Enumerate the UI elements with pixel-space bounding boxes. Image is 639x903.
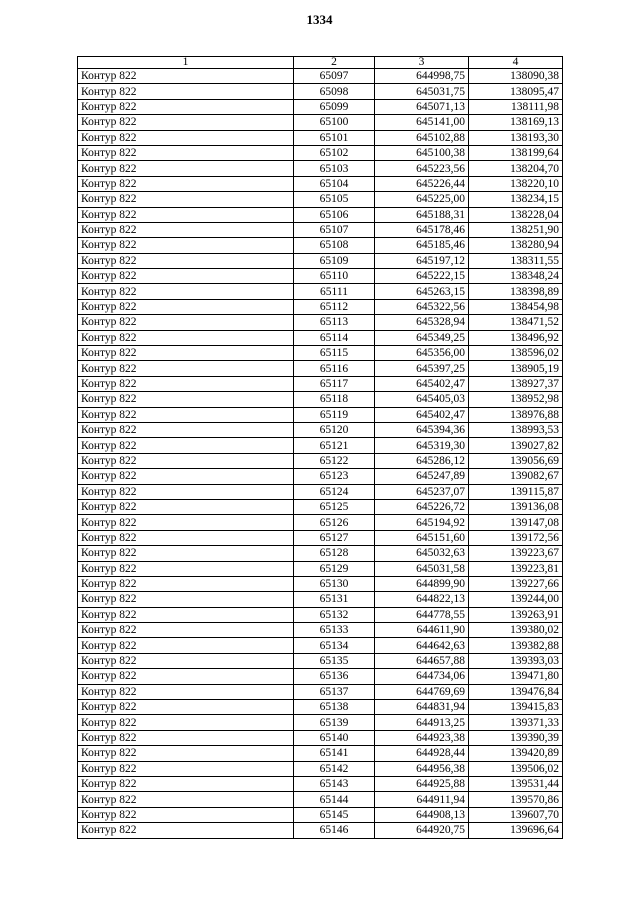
point-number-cell: 65146 bbox=[294, 823, 375, 838]
y-coordinate-cell: 139471,80 bbox=[469, 669, 563, 684]
x-coordinate-cell: 645194,92 bbox=[375, 515, 469, 530]
y-coordinate-cell: 139027,82 bbox=[469, 438, 563, 453]
point-number-cell: 65136 bbox=[294, 669, 375, 684]
table-row bbox=[78, 69, 563, 84]
point-number-cell: 65110 bbox=[294, 269, 375, 284]
point-number-cell: 65118 bbox=[294, 392, 375, 407]
y-coordinate-cell: 138169,13 bbox=[469, 115, 563, 130]
table-body bbox=[78, 69, 563, 839]
point-number-cell: 65098 bbox=[294, 84, 375, 99]
x-coordinate-cell: 645141,00 bbox=[375, 115, 469, 130]
y-coordinate-cell: 138280,94 bbox=[469, 238, 563, 253]
x-coordinate-cell: 644956,38 bbox=[375, 761, 469, 776]
contour-name-cell: Контур 822 bbox=[78, 407, 294, 422]
x-coordinate-cell: 644657,88 bbox=[375, 653, 469, 668]
contour-name-cell: Контур 822 bbox=[78, 700, 294, 715]
contour-name-cell: Контур 822 bbox=[78, 561, 294, 576]
y-coordinate-cell: 138228,04 bbox=[469, 207, 563, 222]
y-coordinate-cell: 139056,69 bbox=[469, 453, 563, 468]
point-number-cell: 65097 bbox=[294, 69, 375, 84]
contour-name-cell: Контур 822 bbox=[78, 499, 294, 514]
table-row bbox=[78, 653, 563, 668]
x-coordinate-cell: 644928,44 bbox=[375, 746, 469, 761]
point-number-cell: 65113 bbox=[294, 315, 375, 330]
y-coordinate-cell: 138596,02 bbox=[469, 346, 563, 361]
point-number-cell: 65139 bbox=[294, 715, 375, 730]
x-coordinate-cell: 645222,15 bbox=[375, 269, 469, 284]
contour-name-cell: Контур 822 bbox=[78, 776, 294, 791]
contour-name-cell: Контур 822 bbox=[78, 392, 294, 407]
contour-name-cell: Контур 822 bbox=[78, 69, 294, 84]
contour-name-cell: Контур 822 bbox=[78, 607, 294, 622]
table-row bbox=[78, 299, 563, 314]
contour-name-cell: Контур 822 bbox=[78, 299, 294, 314]
point-number-cell: 65107 bbox=[294, 222, 375, 237]
y-coordinate-cell: 139420,89 bbox=[469, 746, 563, 761]
table-row bbox=[78, 607, 563, 622]
table-row bbox=[78, 84, 563, 99]
table-row bbox=[78, 469, 563, 484]
contour-name-cell: Контур 822 bbox=[78, 269, 294, 284]
table-row bbox=[78, 284, 563, 299]
point-number-cell: 65119 bbox=[294, 407, 375, 422]
point-number-cell: 65112 bbox=[294, 299, 375, 314]
y-coordinate-cell: 138251,90 bbox=[469, 222, 563, 237]
x-coordinate-cell: 644822,13 bbox=[375, 592, 469, 607]
contour-name-cell: Контур 822 bbox=[78, 546, 294, 561]
y-coordinate-cell: 138496,92 bbox=[469, 330, 563, 345]
point-number-cell: 65137 bbox=[294, 684, 375, 699]
x-coordinate-cell: 645188,31 bbox=[375, 207, 469, 222]
table-row bbox=[78, 376, 563, 391]
y-coordinate-cell: 139136,08 bbox=[469, 499, 563, 514]
contour-name-cell: Контур 822 bbox=[78, 484, 294, 499]
table-row bbox=[78, 823, 563, 838]
point-number-cell: 65123 bbox=[294, 469, 375, 484]
x-coordinate-cell: 645405,03 bbox=[375, 392, 469, 407]
table-row bbox=[78, 130, 563, 145]
table-row bbox=[78, 253, 563, 268]
y-coordinate-cell: 138111,98 bbox=[469, 99, 563, 114]
x-coordinate-cell: 644611,90 bbox=[375, 623, 469, 638]
y-coordinate-cell: 139172,56 bbox=[469, 530, 563, 545]
contour-name-cell: Контур 822 bbox=[78, 453, 294, 468]
x-coordinate-cell: 644908,13 bbox=[375, 807, 469, 822]
point-number-cell: 65122 bbox=[294, 453, 375, 468]
table-row bbox=[78, 792, 563, 807]
table-row bbox=[78, 438, 563, 453]
x-coordinate-cell: 644911,94 bbox=[375, 792, 469, 807]
point-number-cell: 65117 bbox=[294, 376, 375, 391]
header-row bbox=[78, 57, 563, 69]
table-row bbox=[78, 546, 563, 561]
contour-name-cell: Контур 822 bbox=[78, 238, 294, 253]
table-row bbox=[78, 776, 563, 791]
point-number-cell: 65125 bbox=[294, 499, 375, 514]
contour-name-cell: Контур 822 bbox=[78, 130, 294, 145]
y-coordinate-cell: 139371,33 bbox=[469, 715, 563, 730]
x-coordinate-cell: 645225,00 bbox=[375, 192, 469, 207]
table-row bbox=[78, 530, 563, 545]
x-coordinate-cell: 644925,88 bbox=[375, 776, 469, 791]
x-coordinate-cell: 645237,07 bbox=[375, 484, 469, 499]
y-coordinate-cell: 138220,10 bbox=[469, 176, 563, 191]
table-row bbox=[78, 761, 563, 776]
point-number-cell: 65140 bbox=[294, 730, 375, 745]
point-number-cell: 65108 bbox=[294, 238, 375, 253]
table-row bbox=[78, 192, 563, 207]
x-coordinate-cell: 645263,15 bbox=[375, 284, 469, 299]
point-number-cell: 65103 bbox=[294, 161, 375, 176]
x-coordinate-cell: 644734,06 bbox=[375, 669, 469, 684]
y-coordinate-cell: 139506,02 bbox=[469, 761, 563, 776]
y-coordinate-cell: 139570,86 bbox=[469, 792, 563, 807]
y-coordinate-cell: 139380,02 bbox=[469, 623, 563, 638]
y-coordinate-cell: 139531,44 bbox=[469, 776, 563, 791]
y-coordinate-cell: 138193,30 bbox=[469, 130, 563, 145]
x-coordinate-cell: 644923,38 bbox=[375, 730, 469, 745]
table-row bbox=[78, 346, 563, 361]
point-number-cell: 65116 bbox=[294, 361, 375, 376]
x-coordinate-cell: 644998,75 bbox=[375, 69, 469, 84]
contour-name-cell: Контур 822 bbox=[78, 669, 294, 684]
table-row bbox=[78, 746, 563, 761]
table-row bbox=[78, 145, 563, 160]
y-coordinate-cell: 139415,83 bbox=[469, 700, 563, 715]
table-row bbox=[78, 453, 563, 468]
y-coordinate-cell: 139382,88 bbox=[469, 638, 563, 653]
x-coordinate-cell: 645402,47 bbox=[375, 407, 469, 422]
table-row bbox=[78, 623, 563, 638]
y-coordinate-cell: 138095,47 bbox=[469, 84, 563, 99]
table-row bbox=[78, 422, 563, 437]
point-number-cell: 65100 bbox=[294, 115, 375, 130]
contour-name-cell: Контур 822 bbox=[78, 746, 294, 761]
table-row bbox=[78, 238, 563, 253]
y-coordinate-cell: 138905,19 bbox=[469, 361, 563, 376]
contour-name-cell: Контур 822 bbox=[78, 730, 294, 745]
contour-name-cell: Контур 822 bbox=[78, 376, 294, 391]
x-coordinate-cell: 644769,69 bbox=[375, 684, 469, 699]
point-number-cell: 65101 bbox=[294, 130, 375, 145]
y-coordinate-cell: 139244,00 bbox=[469, 592, 563, 607]
x-coordinate-cell: 645394,36 bbox=[375, 422, 469, 437]
contour-name-cell: Контур 822 bbox=[78, 807, 294, 822]
x-coordinate-cell: 645328,94 bbox=[375, 315, 469, 330]
y-coordinate-cell: 138398,89 bbox=[469, 284, 563, 299]
y-coordinate-cell: 138311,55 bbox=[469, 253, 563, 268]
table-row bbox=[78, 684, 563, 699]
contour-name-cell: Контур 822 bbox=[78, 115, 294, 130]
y-coordinate-cell: 139607,70 bbox=[469, 807, 563, 822]
y-coordinate-cell: 138199,64 bbox=[469, 145, 563, 160]
y-coordinate-cell: 138234,15 bbox=[469, 192, 563, 207]
table-row bbox=[78, 222, 563, 237]
y-coordinate-cell: 138471,52 bbox=[469, 315, 563, 330]
x-coordinate-cell: 645031,75 bbox=[375, 84, 469, 99]
contour-name-cell: Контур 822 bbox=[78, 623, 294, 638]
column-header-3: 3 bbox=[375, 57, 469, 69]
table-row bbox=[78, 484, 563, 499]
table-row bbox=[78, 807, 563, 822]
x-coordinate-cell: 645197,12 bbox=[375, 253, 469, 268]
point-number-cell: 65120 bbox=[294, 422, 375, 437]
x-coordinate-cell: 645178,46 bbox=[375, 222, 469, 237]
table-row bbox=[78, 99, 563, 114]
point-number-cell: 65141 bbox=[294, 746, 375, 761]
y-coordinate-cell: 139227,66 bbox=[469, 576, 563, 591]
point-number-cell: 65129 bbox=[294, 561, 375, 576]
point-number-cell: 65106 bbox=[294, 207, 375, 222]
contour-name-cell: Контур 822 bbox=[78, 346, 294, 361]
contour-name-cell: Контур 822 bbox=[78, 161, 294, 176]
y-coordinate-cell: 138090,38 bbox=[469, 69, 563, 84]
contour-name-cell: Контур 822 bbox=[78, 207, 294, 222]
contour-name-cell: Контур 822 bbox=[78, 684, 294, 699]
table-row bbox=[78, 515, 563, 530]
point-number-cell: 65104 bbox=[294, 176, 375, 191]
y-coordinate-cell: 138348,24 bbox=[469, 269, 563, 284]
point-number-cell: 65102 bbox=[294, 145, 375, 160]
x-coordinate-cell: 644778,55 bbox=[375, 607, 469, 622]
y-coordinate-cell: 138976,88 bbox=[469, 407, 563, 422]
contour-name-cell: Контур 822 bbox=[78, 315, 294, 330]
x-coordinate-cell: 645247,89 bbox=[375, 469, 469, 484]
x-coordinate-cell: 644899,90 bbox=[375, 576, 469, 591]
x-coordinate-cell: 644913,25 bbox=[375, 715, 469, 730]
x-coordinate-cell: 645102,88 bbox=[375, 130, 469, 145]
contour-name-cell: Контур 822 bbox=[78, 361, 294, 376]
x-coordinate-cell: 645319,30 bbox=[375, 438, 469, 453]
table-row bbox=[78, 638, 563, 653]
table-row bbox=[78, 115, 563, 130]
y-coordinate-cell: 138454,98 bbox=[469, 299, 563, 314]
x-coordinate-cell: 645349,25 bbox=[375, 330, 469, 345]
point-number-cell: 65142 bbox=[294, 761, 375, 776]
x-coordinate-cell: 645185,46 bbox=[375, 238, 469, 253]
y-coordinate-cell: 139390,39 bbox=[469, 730, 563, 745]
y-coordinate-cell: 139393,03 bbox=[469, 653, 563, 668]
table-row bbox=[78, 392, 563, 407]
table-row bbox=[78, 576, 563, 591]
y-coordinate-cell: 138927,37 bbox=[469, 376, 563, 391]
table-row bbox=[78, 730, 563, 745]
y-coordinate-cell: 138952,98 bbox=[469, 392, 563, 407]
x-coordinate-cell: 645223,56 bbox=[375, 161, 469, 176]
point-number-cell: 65127 bbox=[294, 530, 375, 545]
contour-name-cell: Контур 822 bbox=[78, 761, 294, 776]
table-row bbox=[78, 315, 563, 330]
table-row bbox=[78, 207, 563, 222]
contour-name-cell: Контур 822 bbox=[78, 438, 294, 453]
point-number-cell: 65143 bbox=[294, 776, 375, 791]
point-number-cell: 65132 bbox=[294, 607, 375, 622]
point-number-cell: 65124 bbox=[294, 484, 375, 499]
table-row bbox=[78, 669, 563, 684]
page-number: 1334 bbox=[306, 12, 333, 27]
x-coordinate-cell: 645151,60 bbox=[375, 530, 469, 545]
point-number-cell: 65111 bbox=[294, 284, 375, 299]
point-number-cell: 65114 bbox=[294, 330, 375, 345]
contour-name-cell: Контур 822 bbox=[78, 176, 294, 191]
table-row bbox=[78, 407, 563, 422]
x-coordinate-cell: 644920,75 bbox=[375, 823, 469, 838]
contour-name-cell: Контур 822 bbox=[78, 192, 294, 207]
y-coordinate-cell: 139147,08 bbox=[469, 515, 563, 530]
contour-name-cell: Контур 822 bbox=[78, 592, 294, 607]
point-number-cell: 65135 bbox=[294, 653, 375, 668]
contour-name-cell: Контур 822 bbox=[78, 515, 294, 530]
contour-name-cell: Контур 822 bbox=[78, 653, 294, 668]
coordinates-table bbox=[77, 56, 563, 839]
contour-name-cell: Контур 822 bbox=[78, 99, 294, 114]
contour-name-cell: Контур 822 bbox=[78, 823, 294, 838]
contour-name-cell: Контур 822 bbox=[78, 422, 294, 437]
table-row bbox=[78, 561, 563, 576]
table-row bbox=[78, 161, 563, 176]
point-number-cell: 65121 bbox=[294, 438, 375, 453]
point-number-cell: 65099 bbox=[294, 99, 375, 114]
table-row bbox=[78, 592, 563, 607]
point-number-cell: 65134 bbox=[294, 638, 375, 653]
contour-name-cell: Контур 822 bbox=[78, 330, 294, 345]
point-number-cell: 65126 bbox=[294, 515, 375, 530]
point-number-cell: 65105 bbox=[294, 192, 375, 207]
x-coordinate-cell: 645322,56 bbox=[375, 299, 469, 314]
column-header-4: 4 bbox=[469, 57, 563, 69]
table-row bbox=[78, 176, 563, 191]
x-coordinate-cell: 645286,12 bbox=[375, 453, 469, 468]
table-row bbox=[78, 361, 563, 376]
contour-name-cell: Контур 822 bbox=[78, 84, 294, 99]
table-row bbox=[78, 269, 563, 284]
y-coordinate-cell: 138204,70 bbox=[469, 161, 563, 176]
point-number-cell: 65109 bbox=[294, 253, 375, 268]
x-coordinate-cell: 645397,25 bbox=[375, 361, 469, 376]
y-coordinate-cell: 139476,84 bbox=[469, 684, 563, 699]
table-row bbox=[78, 715, 563, 730]
x-coordinate-cell: 645032,63 bbox=[375, 546, 469, 561]
y-coordinate-cell: 139223,81 bbox=[469, 561, 563, 576]
table-row bbox=[78, 330, 563, 345]
contour-name-cell: Контур 822 bbox=[78, 469, 294, 484]
contour-name-cell: Контур 822 bbox=[78, 222, 294, 237]
y-coordinate-cell: 138993,53 bbox=[469, 422, 563, 437]
y-coordinate-cell: 139223,67 bbox=[469, 546, 563, 561]
contour-name-cell: Контур 822 bbox=[78, 792, 294, 807]
table-header bbox=[78, 57, 563, 69]
x-coordinate-cell: 645356,00 bbox=[375, 346, 469, 361]
column-header-2: 2 bbox=[294, 57, 375, 69]
x-coordinate-cell: 645100,38 bbox=[375, 145, 469, 160]
column-header-1: 1 bbox=[78, 57, 294, 69]
x-coordinate-cell: 644642,63 bbox=[375, 638, 469, 653]
point-number-cell: 65133 bbox=[294, 623, 375, 638]
contour-name-cell: Контур 822 bbox=[78, 638, 294, 653]
point-number-cell: 65138 bbox=[294, 700, 375, 715]
point-number-cell: 65128 bbox=[294, 546, 375, 561]
contour-name-cell: Контур 822 bbox=[78, 145, 294, 160]
y-coordinate-cell: 139082,67 bbox=[469, 469, 563, 484]
contour-name-cell: Контур 822 bbox=[78, 284, 294, 299]
x-coordinate-cell: 645226,44 bbox=[375, 176, 469, 191]
x-coordinate-cell: 645031,58 bbox=[375, 561, 469, 576]
y-coordinate-cell: 139696,64 bbox=[469, 823, 563, 838]
x-coordinate-cell: 645226,72 bbox=[375, 499, 469, 514]
x-coordinate-cell: 645071,13 bbox=[375, 99, 469, 114]
table-row bbox=[78, 499, 563, 514]
point-number-cell: 65130 bbox=[294, 576, 375, 591]
contour-name-cell: Контур 822 bbox=[78, 530, 294, 545]
point-number-cell: 65144 bbox=[294, 792, 375, 807]
contour-name-cell: Контур 822 bbox=[78, 253, 294, 268]
contour-name-cell: Контур 822 bbox=[78, 576, 294, 591]
point-number-cell: 65115 bbox=[294, 346, 375, 361]
contour-name-cell: Контур 822 bbox=[78, 715, 294, 730]
point-number-cell: 65145 bbox=[294, 807, 375, 822]
point-number-cell: 65131 bbox=[294, 592, 375, 607]
y-coordinate-cell: 139263,91 bbox=[469, 607, 563, 622]
x-coordinate-cell: 644831,94 bbox=[375, 700, 469, 715]
table-row bbox=[78, 700, 563, 715]
x-coordinate-cell: 645402,47 bbox=[375, 376, 469, 391]
y-coordinate-cell: 139115,87 bbox=[469, 484, 563, 499]
